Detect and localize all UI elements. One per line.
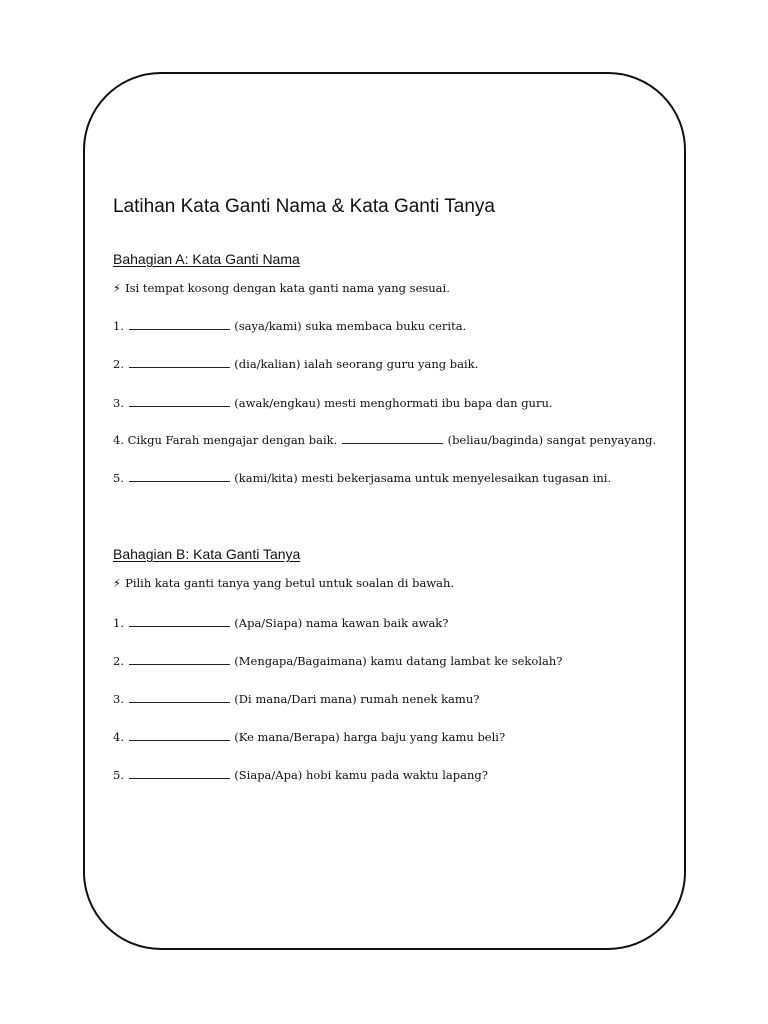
answer-blank[interactable] <box>129 356 230 368</box>
answer-blank[interactable] <box>129 615 230 627</box>
answer-blank[interactable] <box>342 432 443 444</box>
lightning-bolt-icon: ⚡ <box>113 576 122 590</box>
question-b-3: 3. (Di mana/Dari mana) rumah nenek kamu? <box>113 692 480 706</box>
section-b-instruction: ⚡ Pilih kata ganti tanya yang betul untuk soalan di bawah. <box>113 576 455 590</box>
question-b-4: 4. (Ke mana/Berapa) harga baju yang kamu beli? <box>113 730 506 744</box>
answer-blank[interactable] <box>129 395 230 407</box>
answer-blank[interactable] <box>129 653 230 665</box>
question-b-5: 5. (Siapa/Apa) hobi kamu pada waktu lapang? <box>113 768 488 782</box>
answer-blank[interactable] <box>129 318 230 330</box>
question-b-2: 2. (Mengapa/Bagaimana) kamu datang lambat ke sekolah? <box>113 654 563 668</box>
section-a-instruction: ⚡ Isi tempat kosong dengan kata ganti nama yang sesuai. <box>113 281 450 295</box>
page-title: Latihan Kata Ganti Nama & Kata Ganti Tanya <box>113 196 495 217</box>
answer-blank[interactable] <box>129 691 230 703</box>
section-b-heading: Bahagian B: Kata Ganti Tanya <box>113 546 301 562</box>
question-b-1: 1. (Apa/Siapa) nama kawan baik awak? <box>113 616 449 630</box>
answer-blank[interactable] <box>129 767 230 779</box>
question-a-3: 3. (awak/engkau) mesti menghormati ibu bapa dan guru. <box>113 396 553 410</box>
answer-blank[interactable] <box>129 470 230 482</box>
question-a-4: 4. Cikgu Farah mengajar dengan baik. (beliau/baginda) sangat penyayang. <box>113 433 657 447</box>
question-a-1: 1. (saya/kami) suka membaca buku cerita. <box>113 319 467 333</box>
question-a-2: 2. (dia/kalian) ialah seorang guru yang baik. <box>113 357 479 371</box>
section-a-heading: Bahagian A: Kata Ganti Nama <box>113 251 300 267</box>
lightning-bolt-icon: ⚡ <box>113 281 122 295</box>
answer-blank[interactable] <box>129 729 230 741</box>
question-a-5: 5. (kami/kita) mesti bekerjasama untuk menyelesaikan tugasan ini. <box>113 471 612 485</box>
